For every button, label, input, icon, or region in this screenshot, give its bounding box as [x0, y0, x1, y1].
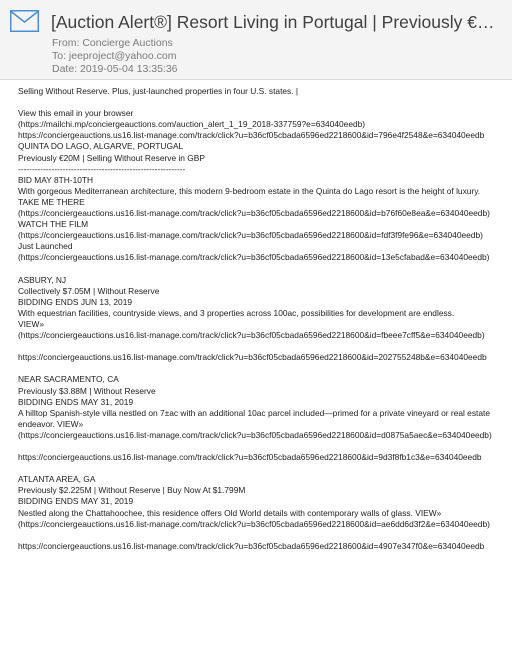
tracking-url[interactable]: https://conciergeauctions.us16.list-manage.com/track/click?u=b36cf05cbada6596ed2218600&id=202755248b&e=634040eedb [18, 352, 487, 363]
preheader-text: Selling Without Reserve. Plus, just-launched properties in four U.S. states. | [18, 86, 299, 96]
email-body [18, 86, 512, 662]
listing-price: Collectively $7.05M | Without Reserve [18, 285, 160, 296]
tracking-url[interactable]: (https://conciergeauctions.us16.list-manage.com/track/click?u=b36cf05cbada6596ed2218600&id=fbeee7cff5&e=634040eedb) [18, 330, 485, 341]
tracking-url[interactable]: (https://conciergeauctions.us16.list-manage.com/track/click?u=b36cf05cbada6596ed2218600&id=13e5cfabad&e=634040eedb) [18, 252, 490, 263]
listing-price: Previously €20M | Selling Without Reserve in GBP [18, 152, 205, 163]
bid-dates: BID MAY 8TH-10TH [18, 174, 94, 185]
email-subject: [Auction Alert®] Resort Living in Portugal | Previously €… [51, 12, 495, 32]
browser-url[interactable]: (https://mailchi.mp/conciergeauctions.com/auction_alert_1_19_2018-337759?e=634040eedb) [18, 119, 366, 130]
listing-description: With equestrian facilities, countryside views, and 3 properties across 100ac, possibilities for development are endless. [18, 307, 455, 318]
tracking-url[interactable]: https://conciergeauctions.us16.list-manage.com/track/click?u=b36cf05cbada6596ed2218600&id=796e4f2548&e=634040eedb [18, 130, 485, 141]
bidding-ends: BIDDING ENDS MAY 31, 2019 [18, 396, 134, 407]
email-date: Date: 2019-05-04 13:35:36 [52, 63, 178, 75]
tracking-url[interactable]: (https://conciergeauctions.us16.list-manage.com/track/click?u=b36cf05cbada6596ed2218600&id=fdf3f9fe96&e=634040eedb) [18, 230, 483, 241]
envelope-icon [10, 10, 39, 32]
tracking-url[interactable]: https://conciergeauctions.us16.list-manage.com/track/click?u=b36cf05cbada6596ed2218600&id=4907e347f0&e=634040eedb [18, 540, 485, 551]
view-link[interactable]: VIEW» [18, 318, 45, 329]
take-me-there-link[interactable]: TAKE ME THERE [18, 196, 85, 207]
listing-description: With gorgeous Mediterranean architecture, this modern 9-bedroom estate in the Quinta do Lago resort is the height of luxury. [18, 185, 481, 196]
listing-price: Previously $2.225M | Without Reserve | Buy Now At $1.799M [18, 485, 246, 496]
email-from: From: Concierge Auctions [52, 37, 173, 49]
listing-location: NEAR SACRAMENTO, CA [18, 374, 119, 385]
listing-location: ATLANTA AREA, GA [18, 474, 96, 485]
view-in-browser-link[interactable]: View this email in your browser [18, 108, 134, 119]
tracking-url[interactable]: (https://conciergeauctions.us16.list-manage.com/track/click?u=b36cf05cbada6596ed2218600&id=d0875a5aec&e=634040eedb) [18, 429, 492, 440]
tracking-url[interactable]: (https://conciergeauctions.us16.list-manage.com/track/click?u=b36cf05cbada6596ed2218600&id=ae6dd6d3f2&e=634040eedb) [18, 518, 490, 529]
listing-price: Previously $3.88M | Without Reserve [18, 385, 156, 396]
just-launched-heading: Just Launched [18, 241, 73, 252]
bidding-ends: BIDDING ENDS MAY 31, 2019 [18, 496, 134, 507]
email-header [0, 0, 512, 80]
listing-description: Nestled along the Chattahoochee, this residence offers Old World details with contemporary walls of glass. VIEW» [18, 507, 442, 518]
bidding-ends: BIDDING ENDS JUN 13, 2019 [18, 296, 133, 307]
listing-location: QUINTA DO LAGO, ALGARVE, PORTUGAL [18, 141, 184, 152]
watch-the-film-link[interactable]: WATCH THE FILM [18, 219, 89, 230]
listing-location: ASBURY, NJ [18, 274, 67, 285]
listing-description: A hilltop Spanish-style villa nestled on 7±ac with an additional 10ac parcel included—primed for a private vineyard or real estate endeavor. VIEW» [18, 407, 490, 429]
divider: ------------------------------------------------------------ [18, 163, 186, 174]
tracking-url[interactable]: https://conciergeauctions.us16.list-manage.com/track/click?u=b36cf05cbada6596ed2218600&id=9d3f8fb1c3&e=634040eedb [18, 452, 482, 463]
email-to: To: jeeproject@yahoo.com [52, 50, 177, 62]
tracking-url[interactable]: (https://conciergeauctions.us16.list-manage.com/track/click?u=b36cf05cbada6596ed2218600&id=b76f60e8ea&e=634040eedb) [18, 208, 490, 219]
